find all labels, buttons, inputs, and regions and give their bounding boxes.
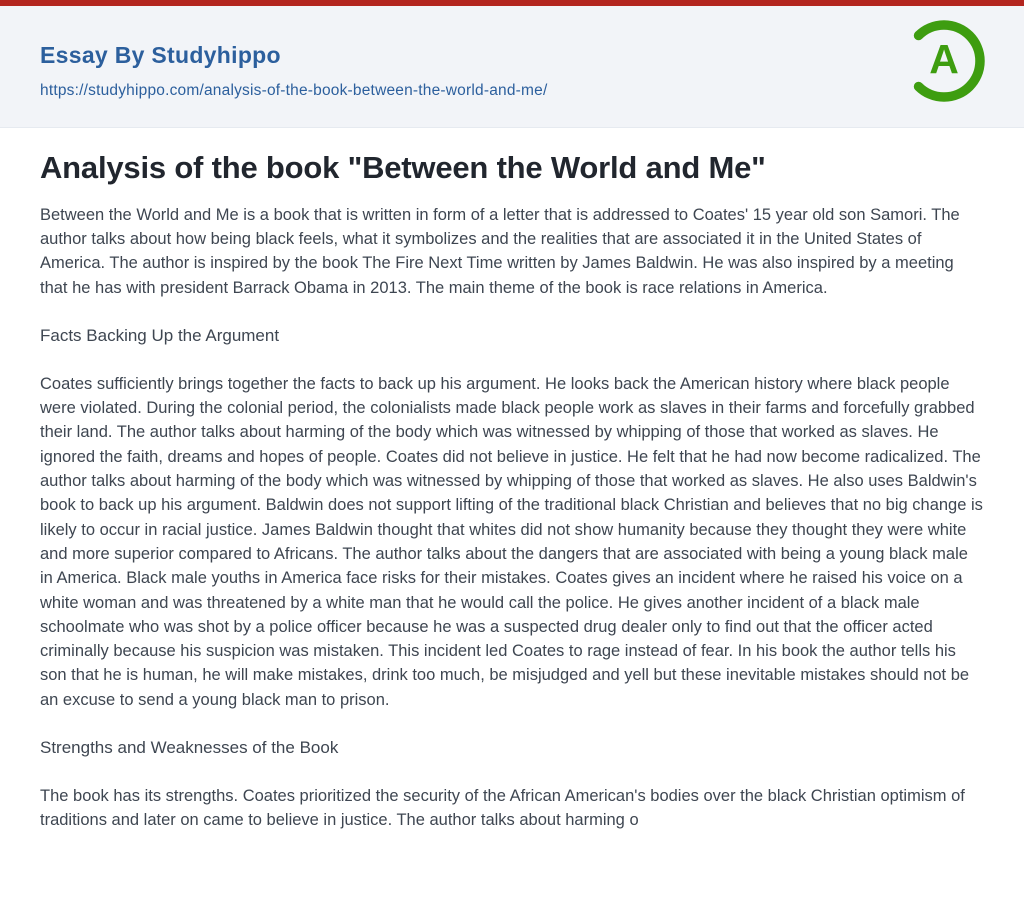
paragraph: Coates sufficiently brings together the facts to back up his argument. He looks back the American history where black people were violated. During the colonial period, the colonialists made black people work as slaves in their farms and forcefully grabbed their land. The author talks about harming of the body which was witnessed by whipping of those that worked as slaves. He ignored the faith, dreams and hopes of people. Coates did not believe in justice. He felt that he had now become radicalized. The author talks about harming of the body which was witnessed by whipping of those that worked as slaves. He also uses Baldwin's book to back up his argument. Baldwin does not support lifting of the traditional black Christian and believes that no big change is likely to occur in racial justice. James Baldwin thought that whites did not show humanity because they thought they were white and more superior compared to Africans. The author talks about the dangers that are associated with being a young black male in America. Black male youths in America face risks for their mistakes. Coates gives an incident where he raised his voice on a white woman and was threatened by a white man that he would call the police. He gives another incident of a black male schoolmate who was shot by a police officer because he was a suspected drug dealer only to find out that the officer acted criminally because his suspicion was mistaken. This incident led Coates to rage instead of fear. In his book the author tells his son that he is human, he will make mistakes, drink too much, be misjudged and yell but these inevitable mistakes should not be an excuse to send a young black man to prison. xyxy=(40,374,983,709)
article-title: Analysis of the book "Between the World and Me" xyxy=(40,150,766,185)
section-heading-strengths: Strengths and Weaknesses of the Book xyxy=(40,738,339,758)
paragraph: Between the World and Me is a book that is written in form of a letter that is addressed to Coates' 15 year old son Samori. The author talks about how being black feels, what it symbolizes and the realities that are associated it in the United States of America. The author is inspired by the book The Fire Next Time written by James Baldwin. He was also inspired by a meeting that he has with president Barrack Obama in 2013. The main theme of the book is race relations in America. xyxy=(40,205,960,297)
logo-letter: A xyxy=(929,36,959,82)
paragraph: The book has its strengths. Coates prioritized the security of the African American's bodies over the black Christian optimism of traditions and later on came to believe in justice. The author talks about harming o xyxy=(40,787,965,830)
page-url: https://studyhippo.com/analysis-of-the-book-between-the-world-and-me/ xyxy=(40,82,548,99)
article xyxy=(0,128,1024,833)
section-heading-facts: Facts Backing Up the Argument xyxy=(40,325,280,345)
studyhippo-logo xyxy=(902,19,986,103)
header xyxy=(0,6,1024,128)
site-title: Essay By Studyhippo xyxy=(40,42,281,68)
